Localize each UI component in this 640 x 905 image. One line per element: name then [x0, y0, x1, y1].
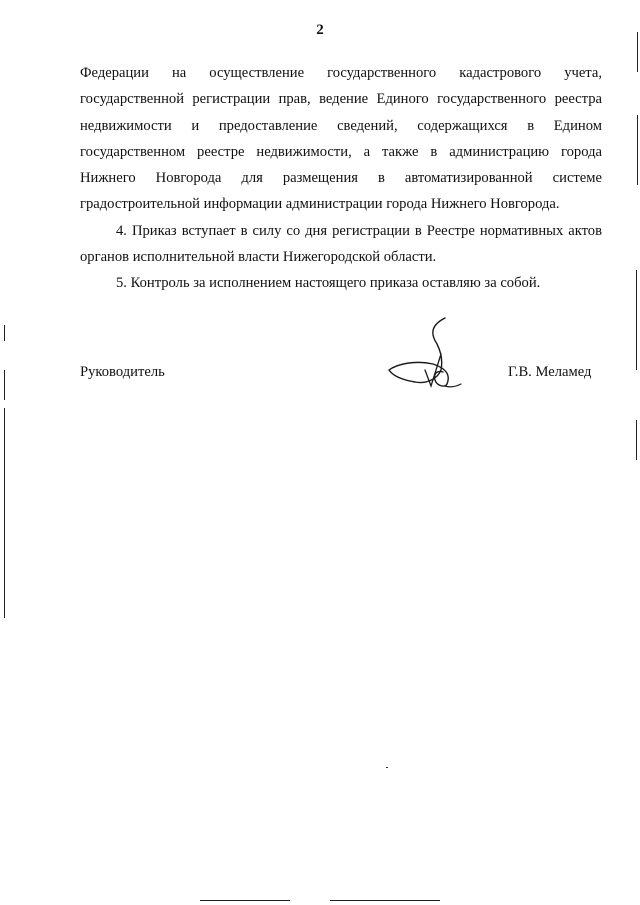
- scan-edge-left: [4, 408, 5, 618]
- text-line: Нижнего Новгорода для размещения в автоматизированной системе: [80, 170, 602, 187]
- scan-edge-left-tick: [4, 370, 5, 400]
- signature-block: [0, 364, 640, 424]
- handwritten-signature: [385, 314, 465, 394]
- text-line: органов исполнительной власти Нижегородской области.: [80, 249, 437, 266]
- scan-edge-right: [637, 32, 638, 72]
- scan-speck: [386, 767, 388, 768]
- document-body: [80, 60, 602, 297]
- page-number: 2: [316, 22, 324, 38]
- text-line: недвижимости и предоставление сведений, содержащихся в Едином: [80, 117, 602, 134]
- scan-edge-bottom: [330, 900, 440, 901]
- scan-edge-right: [636, 420, 637, 460]
- paragraph-item-5: [80, 270, 602, 296]
- text-line: 4. Приказ вступает в силу со дня регистрации в Реестре нормативных актов: [116, 222, 602, 239]
- signer-name: Г.В. Меламед: [508, 364, 592, 380]
- signer-title: Руководитель: [80, 364, 165, 380]
- text-line: Федерации на осуществление государственного кадастрового учета,: [80, 65, 602, 81]
- scan-edge-right: [637, 115, 638, 185]
- text-line: градостроительной информации администрации города Нижнего Новгорода.: [80, 196, 560, 213]
- text-line: государственной регистрации прав, ведение Единого государственного реестра: [80, 91, 602, 108]
- paragraph-item-4: [80, 218, 602, 271]
- paragraph-continued: [80, 60, 602, 218]
- text-line: государственном реестре недвижимости, а также в администрацию города: [80, 143, 602, 160]
- scan-edge-bottom: [200, 900, 290, 901]
- scan-edge-left-tick: [4, 325, 5, 341]
- scan-edge-right: [636, 270, 637, 370]
- text-line: 5. Контроль за исполнением настоящего приказа оставляю за собой.: [116, 275, 541, 292]
